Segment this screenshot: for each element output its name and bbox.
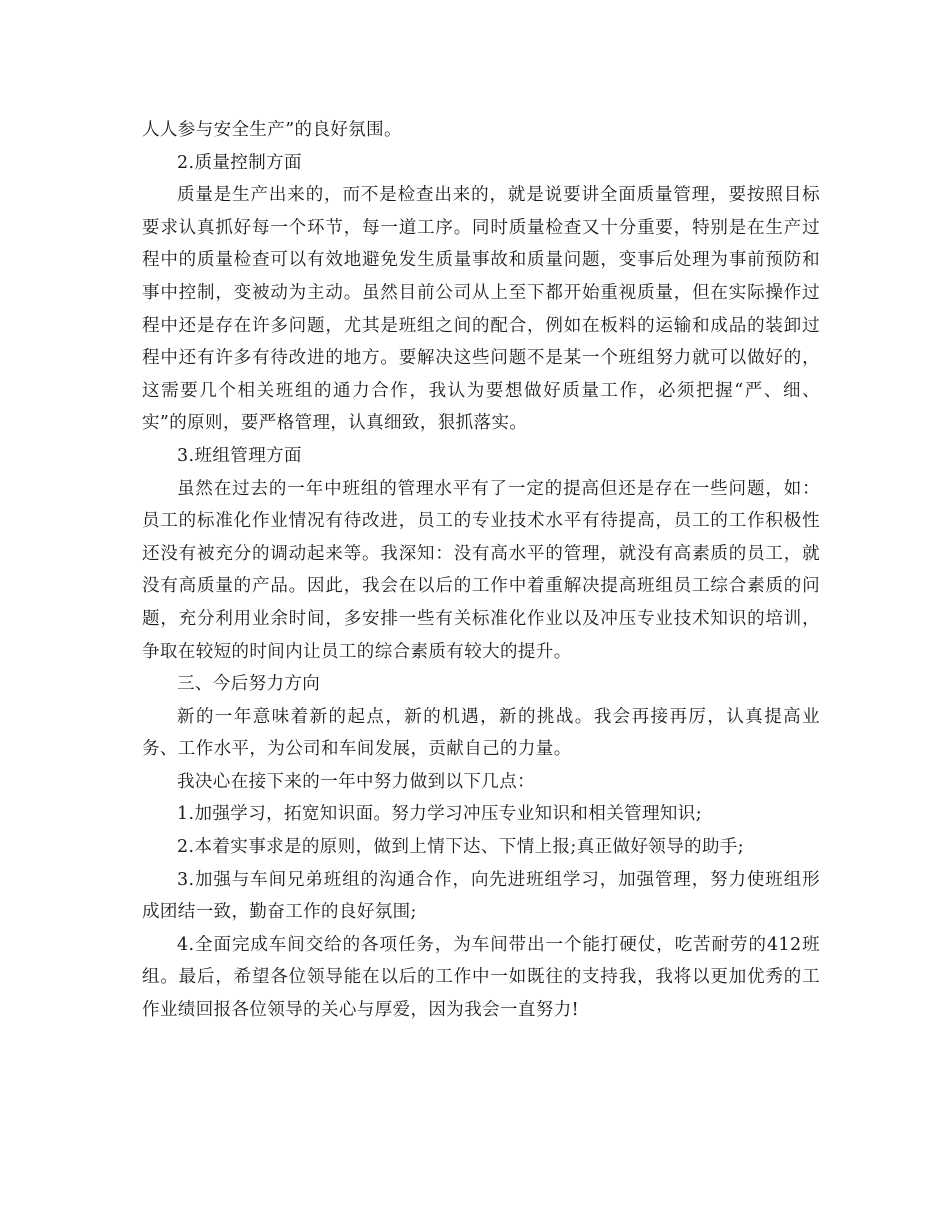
paragraph-continuation: 人人参与安全生产”的良好氛围。	[142, 120, 402, 140]
list-item-3: 3.加强与车间兄弟班组的沟通合作，向先进班组学习，加强管理，努力使班组形成团结一致，勤奋工作的良好氛围;	[142, 869, 820, 923]
document-page	[142, 114, 820, 1027]
paragraph-future-direction: 新的一年意味着新的起点，新的机遇，新的挑战。我会再接再厉，认真提高业务、工作水平，为公司和车间发展，贡献自己的力量。	[142, 706, 820, 760]
list-item-1: 1.加强学习，拓宽知识面。努力学习冲压专业知识和相关管理知识;	[177, 804, 702, 825]
heading-future-direction: 三、今后努力方向	[177, 674, 321, 695]
list-item-4: 4.全面完成车间交给的各项任务，为车间带出一个能打硬仗，吃苦耐劳的412班组。最后，希望各位领导能在以后的工作中一如既往的支持我，我将以更加优秀的工作业绩回报各位领导的关心与厚爱，因为我会一直努力!	[142, 934, 820, 1021]
heading-quality-control: 2.质量控制方面	[177, 152, 302, 173]
heading-team-management: 3.班组管理方面	[177, 445, 302, 466]
paragraph-quality-control: 质量是生产出来的，而不是检查出来的，就是说要讲全面质量管理，要按照目标要求认真抓好每一个环节，每一道工序。同时质量检查又十分重要，特别是在生产过程中的质量检查可以有效地避免发生质量事故和质量问题，变事后处理为事前预防和事中控制，变被动为主动。虽然目前公司从上至下都开始重视质量，但在实际操作过程中还是存在许多问题，尤其是班组之间的配合，例如在板料的运输和成品的装卸过程中还有许多有待改进的地方。要解决这些问题不是某一个班组努力就可以做好的，这需要几个相关班组的通力合作，我认为要想做好质量工作，必须把握“严、细、实”的原则，要严格管理，认真细致，狠抓落实。	[142, 185, 820, 434]
list-item-2: 2.本着实事求是的原则，做到上情下达、下情上报;真正做好领导的助手;	[177, 837, 745, 858]
paragraph-resolution-intro: 我决心在接下来的一年中努力做到以下几点：	[177, 771, 535, 792]
paragraph-team-management: 虽然在过去的一年中班组的管理水平有了一定的提高但还是存在一些问题，如：员工的标准化作业情况有待改进，员工的专业技术水平有待提高，员工的工作积极性还没有被充分的调动起来等。我深知：没有高水平的管理，就没有高素质的员工，就没有高质量的产品。因此，我会在以后的工作中着重解决提高班组员工综合素质的问题，充分利用业余时间，多安排一些有关标准化作业以及冲压专业技术知识的培训，争取在较短的时间内让员工的综合素质有较大的提升。	[142, 478, 820, 662]
